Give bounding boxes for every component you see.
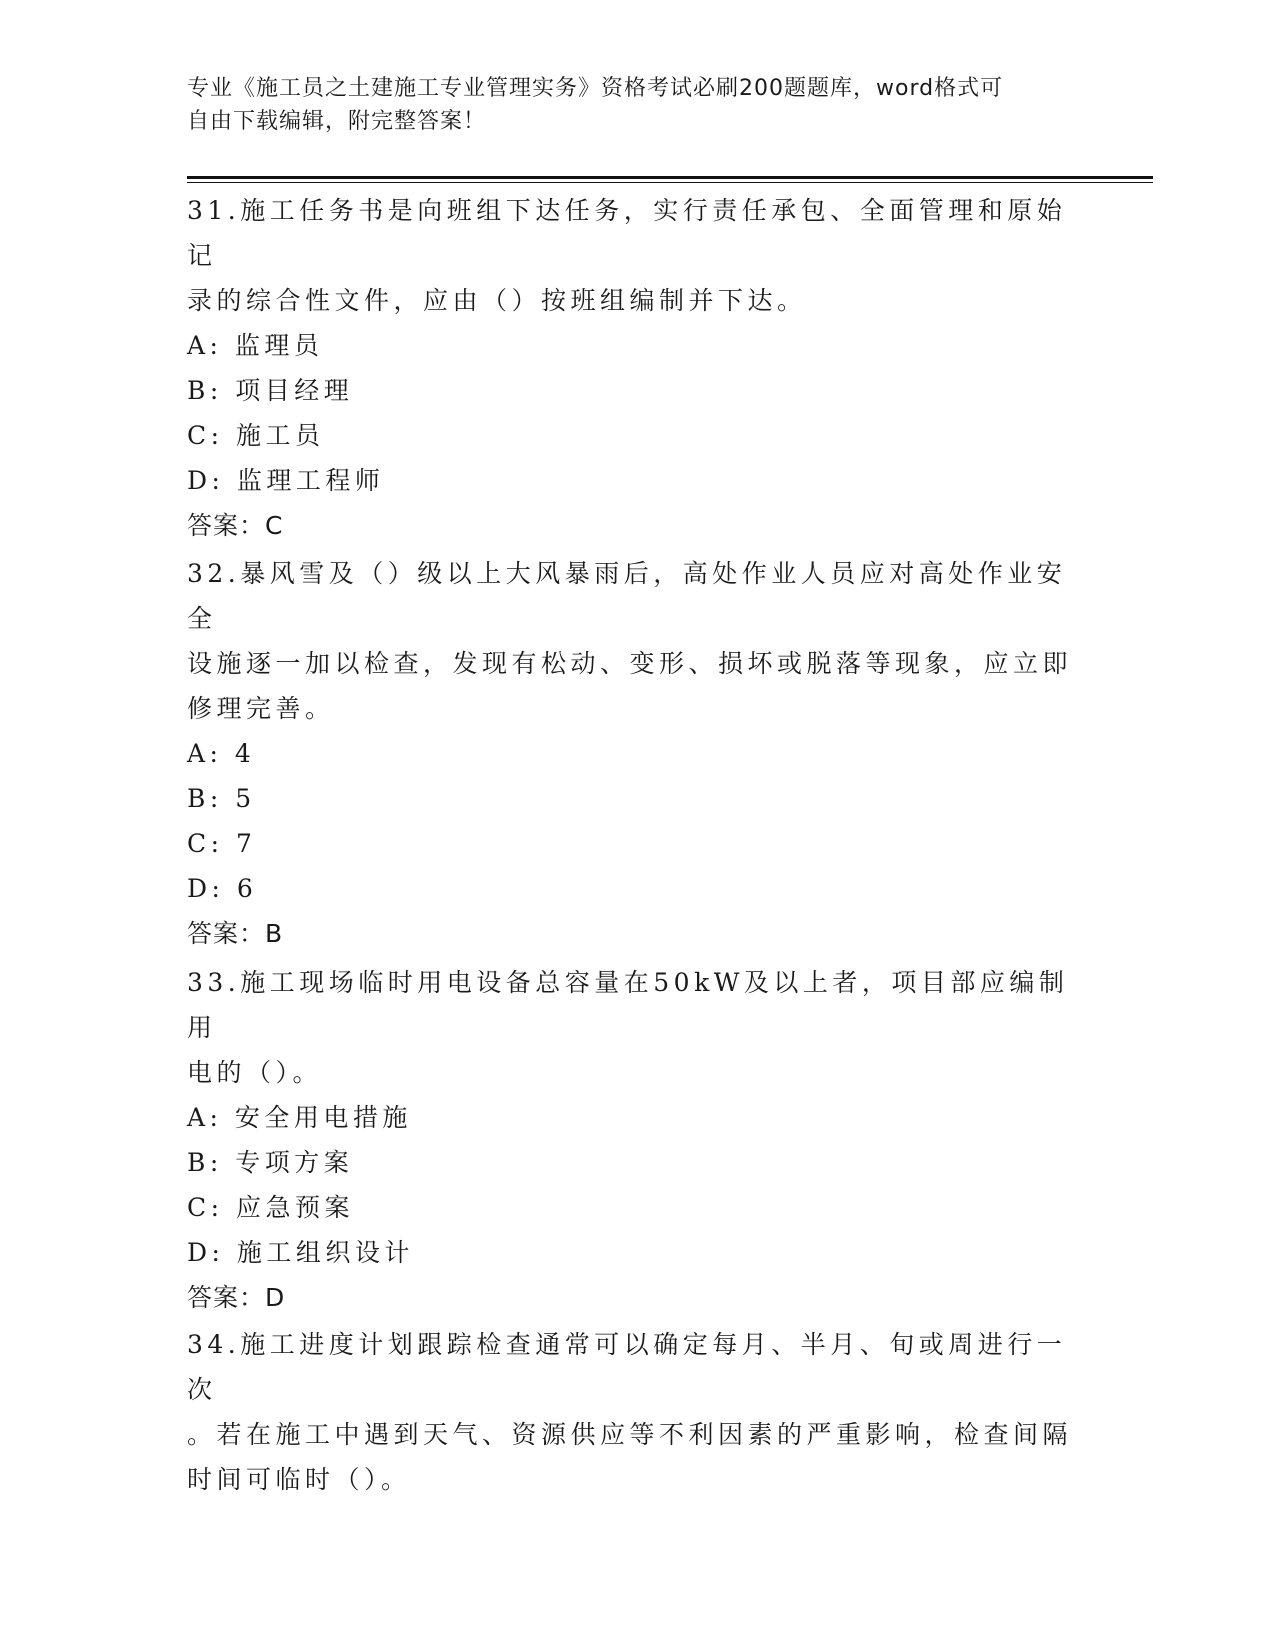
header-rule-thick [187,176,1153,179]
option-b: B: 5 [187,784,256,813]
answer-label: 答案：D [187,1283,286,1312]
option-d: D: 监理工程师 [187,466,385,495]
option-b: B: 项目经理 [187,376,354,405]
answer-label: 答案：B [187,919,284,948]
question-stem-line: 时间可临时（）。 [187,1465,411,1494]
question-stem-line: 设施逐一加以检查，发现有松动、变形、损坏或脱落等现象，应立即 [187,649,1073,678]
document-header [187,72,1067,138]
option-c: C: 施工员 [187,421,325,450]
question-stem-line: 电的（）。 [187,1058,323,1087]
option-b: B: 专项方案 [187,1148,354,1177]
question-31 [187,188,1087,548]
option-d: D: 6 [187,874,258,903]
header-line-1: 专业《施工员之土建施工专业管理实务》资格考试必刷200题题库，word格式可 [187,76,1004,101]
question-stem-line: 修理完善。 [187,694,335,723]
question-34 [187,1322,1087,1502]
answer-label: 答案：C [187,511,284,540]
header-line-2: 自由下载编辑，附完整答案！ [187,109,487,134]
option-c: C: 应急预案 [187,1193,354,1222]
question-stem-line: 34.施工进度计划跟踪检查通常可以确定每月、半月、旬或周进行一次 [187,1330,1067,1404]
header-rule-thin [187,182,1153,183]
option-a: A: 安全用电措施 [187,1103,412,1132]
question-stem-line: 。若在施工中遇到天气、资源供应等不利因素的严重影响，检查间隔 [187,1420,1073,1449]
option-d: D: 施工组织设计 [187,1238,414,1267]
question-stem-line: 录的综合性文件，应由（）按班组编制并下达。 [187,286,807,315]
question-stem-line: 31.施工任务书是向班组下达任务，实行责任承包、全面管理和原始记 [187,196,1067,270]
option-a: A: 监理员 [187,331,324,360]
question-stem-line: 33.施工现场临时用电设备总容量在50kW及以上者，项目部应编制用 [187,968,1069,1042]
question-32 [187,551,1087,956]
question-33 [187,960,1087,1320]
question-stem-line: 32.暴风雪及（）级以上大风暴雨后，高处作业人员应对高处作业安全 [187,559,1067,633]
option-c: C: 7 [187,829,257,858]
option-a: A: 4 [187,739,256,768]
